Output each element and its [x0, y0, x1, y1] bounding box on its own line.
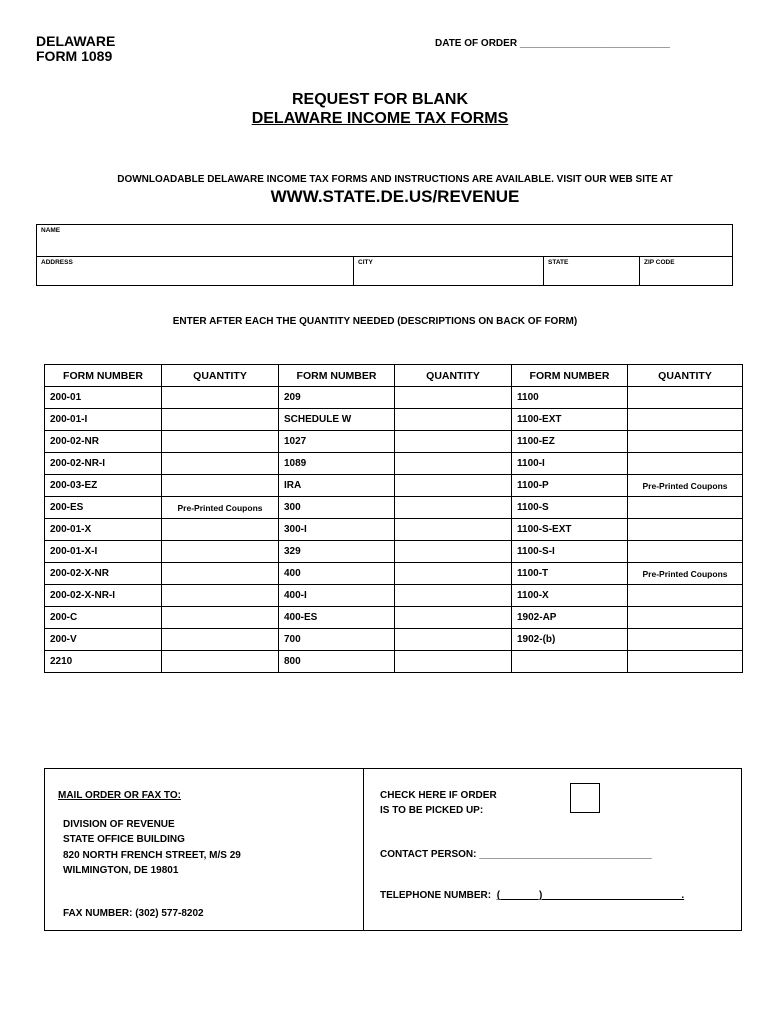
- quantity-instructions: ENTER AFTER EACH THE QUANTITY NEEDED (DESCRIPTIONS ON BACK OF FORM): [172, 316, 578, 327]
- form-number-cell: 700: [279, 629, 395, 651]
- download-notice: DOWNLOADABLE DELAWARE INCOME TAX FORMS AND INSTRUCTIONS ARE AVAILABLE. VISIT OUR WEB SITE AT: [117, 174, 673, 185]
- form-number-header: FORM NUMBER: [45, 365, 162, 387]
- form-number-cell: 200-V: [45, 629, 162, 651]
- form-number: FORM 1089: [36, 48, 113, 64]
- table-row: [45, 475, 743, 497]
- form-number-cell: 1100-EZ: [512, 431, 628, 453]
- quantity-cell[interactable]: [162, 651, 279, 673]
- form-number-cell: 400-I: [279, 585, 395, 607]
- divider: [543, 256, 544, 286]
- quantity-cell[interactable]: [628, 519, 743, 541]
- table-row: [45, 651, 743, 673]
- table-row: [45, 453, 743, 475]
- form-number-cell: 200-01: [45, 387, 162, 409]
- form-number-cell: 1089: [279, 453, 395, 475]
- quantity-cell[interactable]: [162, 519, 279, 541]
- form-number-cell: 300-I: [279, 519, 395, 541]
- divider: [37, 256, 732, 257]
- table-header-row: [45, 365, 743, 387]
- form-number-cell: 2210: [45, 651, 162, 673]
- quantity-cell[interactable]: [628, 585, 743, 607]
- state-name: DELAWARE: [36, 33, 116, 49]
- city-field[interactable]: CITY: [358, 259, 373, 266]
- table-row: [45, 387, 743, 409]
- quantity-cell[interactable]: [628, 541, 743, 563]
- table-row: [45, 497, 743, 519]
- quantity-cell[interactable]: [395, 475, 512, 497]
- table-row: [45, 409, 743, 431]
- divider: [363, 769, 364, 930]
- form-number-cell: 200-02-X-NR-I: [45, 585, 162, 607]
- divider: [639, 256, 640, 286]
- address-block: [36, 224, 733, 286]
- quantity-cell[interactable]: [162, 563, 279, 585]
- form-number-cell: 400-ES: [279, 607, 395, 629]
- quantity-cell[interactable]: [162, 629, 279, 651]
- form-number-cell: 1100-S-EXT: [512, 519, 628, 541]
- form-number-cell: 1100-T: [512, 563, 628, 585]
- quantity-cell[interactable]: [395, 431, 512, 453]
- form-number-header: FORM NUMBER: [512, 365, 628, 387]
- pickup-checkbox[interactable]: [570, 783, 600, 813]
- form-number-cell: 800: [279, 651, 395, 673]
- form-id: [36, 34, 115, 64]
- quantity-cell[interactable]: [628, 651, 743, 673]
- quantity-cell[interactable]: Pre-Printed Coupons: [162, 497, 279, 519]
- form-number-cell: 200-02-NR-I: [45, 453, 162, 475]
- form-number-cell: 329: [279, 541, 395, 563]
- quantity-header: QUANTITY: [162, 365, 279, 387]
- form-number-cell: 1100-P: [512, 475, 628, 497]
- mail-address-line: DIVISION OF REVENUE: [63, 819, 175, 830]
- quantity-cell[interactable]: [395, 607, 512, 629]
- quantity-header: QUANTITY: [628, 365, 743, 387]
- pickup-label: IS TO BE PICKED UP:: [380, 805, 484, 816]
- quantity-cell[interactable]: [162, 387, 279, 409]
- quantity-cell[interactable]: [628, 453, 743, 475]
- quantity-cell[interactable]: [395, 585, 512, 607]
- form-number-cell: 200-01-I: [45, 409, 162, 431]
- form-number-cell: 1100-S-I: [512, 541, 628, 563]
- quantity-cell[interactable]: [395, 453, 512, 475]
- telephone-field[interactable]: [380, 890, 684, 901]
- form-number-cell: 200-01-X: [45, 519, 162, 541]
- table-row: [45, 541, 743, 563]
- form-number-cell: 200-02-NR: [45, 431, 162, 453]
- name-field[interactable]: NAME: [41, 227, 61, 234]
- quantity-cell[interactable]: [162, 541, 279, 563]
- quantity-cell[interactable]: [395, 387, 512, 409]
- quantity-cell[interactable]: [628, 409, 743, 431]
- form-number-cell: [512, 651, 628, 673]
- address-field[interactable]: ADDRESS: [41, 259, 73, 266]
- quantity-cell[interactable]: [162, 431, 279, 453]
- website-url: WWW.STATE.DE.US/REVENUE: [270, 187, 520, 206]
- quantity-cell[interactable]: [162, 585, 279, 607]
- form-number-cell: 200-02-X-NR: [45, 563, 162, 585]
- quantity-cell[interactable]: [162, 409, 279, 431]
- table-row: [45, 607, 743, 629]
- form-number-cell: 209: [279, 387, 395, 409]
- quantity-cell[interactable]: [395, 629, 512, 651]
- zip-code-field[interactable]: ZIP CODE: [644, 259, 675, 266]
- quantity-cell[interactable]: [162, 453, 279, 475]
- mail-heading: MAIL ORDER OR FAX TO:: [58, 790, 181, 801]
- form-number-cell: 200-C: [45, 607, 162, 629]
- quantity-cell[interactable]: [395, 519, 512, 541]
- form-number-cell: 1100-S: [512, 497, 628, 519]
- quantity-cell[interactable]: [628, 431, 743, 453]
- quantity-cell[interactable]: Pre-Printed Coupons: [628, 563, 743, 585]
- mail-address-line: 820 NORTH FRENCH STREET, M/S 29: [63, 850, 241, 861]
- quantity-cell[interactable]: [628, 387, 743, 409]
- form-number-cell: 300: [279, 497, 395, 519]
- quantity-cell[interactable]: [628, 607, 743, 629]
- page-title-line2: DELAWARE INCOME TAX FORMS: [251, 110, 509, 127]
- form-number-cell: 200-ES: [45, 497, 162, 519]
- quantity-cell[interactable]: Pre-Printed Coupons: [628, 475, 743, 497]
- quantity-cell[interactable]: [628, 629, 743, 651]
- quantity-cell[interactable]: [162, 607, 279, 629]
- form-number-cell: SCHEDULE W: [279, 409, 395, 431]
- contact-person-field[interactable]: CONTACT PERSON: _______________________________: [380, 849, 652, 860]
- mail-order-box: [44, 768, 742, 931]
- form-number-cell: 200-01-X-I: [45, 541, 162, 563]
- quantity-cell[interactable]: [395, 541, 512, 563]
- quantity-cell[interactable]: [628, 497, 743, 519]
- table-row: [45, 585, 743, 607]
- quantity-cell[interactable]: [395, 651, 512, 673]
- form-number-cell: 200-03-EZ: [45, 475, 162, 497]
- form-number-cell: 1100-I: [512, 453, 628, 475]
- telephone-blank[interactable]: (_______)_________________________.: [496, 890, 685, 901]
- quantity-cell[interactable]: [395, 409, 512, 431]
- form-number-cell: 1902-AP: [512, 607, 628, 629]
- quantity-cell[interactable]: [395, 497, 512, 519]
- quantity-cell[interactable]: [162, 475, 279, 497]
- state-field[interactable]: STATE: [548, 259, 569, 266]
- form-number-cell: 400: [279, 563, 395, 585]
- form-number-cell: 1027: [279, 431, 395, 453]
- form-number-cell: 1100-X: [512, 585, 628, 607]
- form-number-cell: 1100: [512, 387, 628, 409]
- fax-number: FAX NUMBER: (302) 577-8202: [63, 908, 204, 919]
- form-number-cell: 1902-(b): [512, 629, 628, 651]
- table-row: [45, 519, 743, 541]
- quantity-header: QUANTITY: [395, 365, 512, 387]
- divider: [353, 256, 354, 286]
- pickup-label: CHECK HERE IF ORDER: [380, 790, 497, 801]
- mail-address-line: STATE OFFICE BUILDING: [63, 834, 185, 845]
- form-number-cell: IRA: [279, 475, 395, 497]
- table-row: [45, 629, 743, 651]
- mail-address-line: WILMINGTON, DE 19801: [63, 865, 179, 876]
- date-of-order-field[interactable]: DATE OF ORDER ___________________________: [435, 38, 670, 49]
- table-row: [45, 431, 743, 453]
- form-number-cell: 1100-EXT: [512, 409, 628, 431]
- page-title-line1: REQUEST FOR BLANK: [292, 91, 468, 108]
- form-number-header: FORM NUMBER: [279, 365, 395, 387]
- table-row: [45, 563, 743, 585]
- forms-table: [44, 364, 743, 673]
- quantity-cell[interactable]: [395, 563, 512, 585]
- telephone-label: TELEPHONE NUMBER:: [380, 890, 492, 901]
